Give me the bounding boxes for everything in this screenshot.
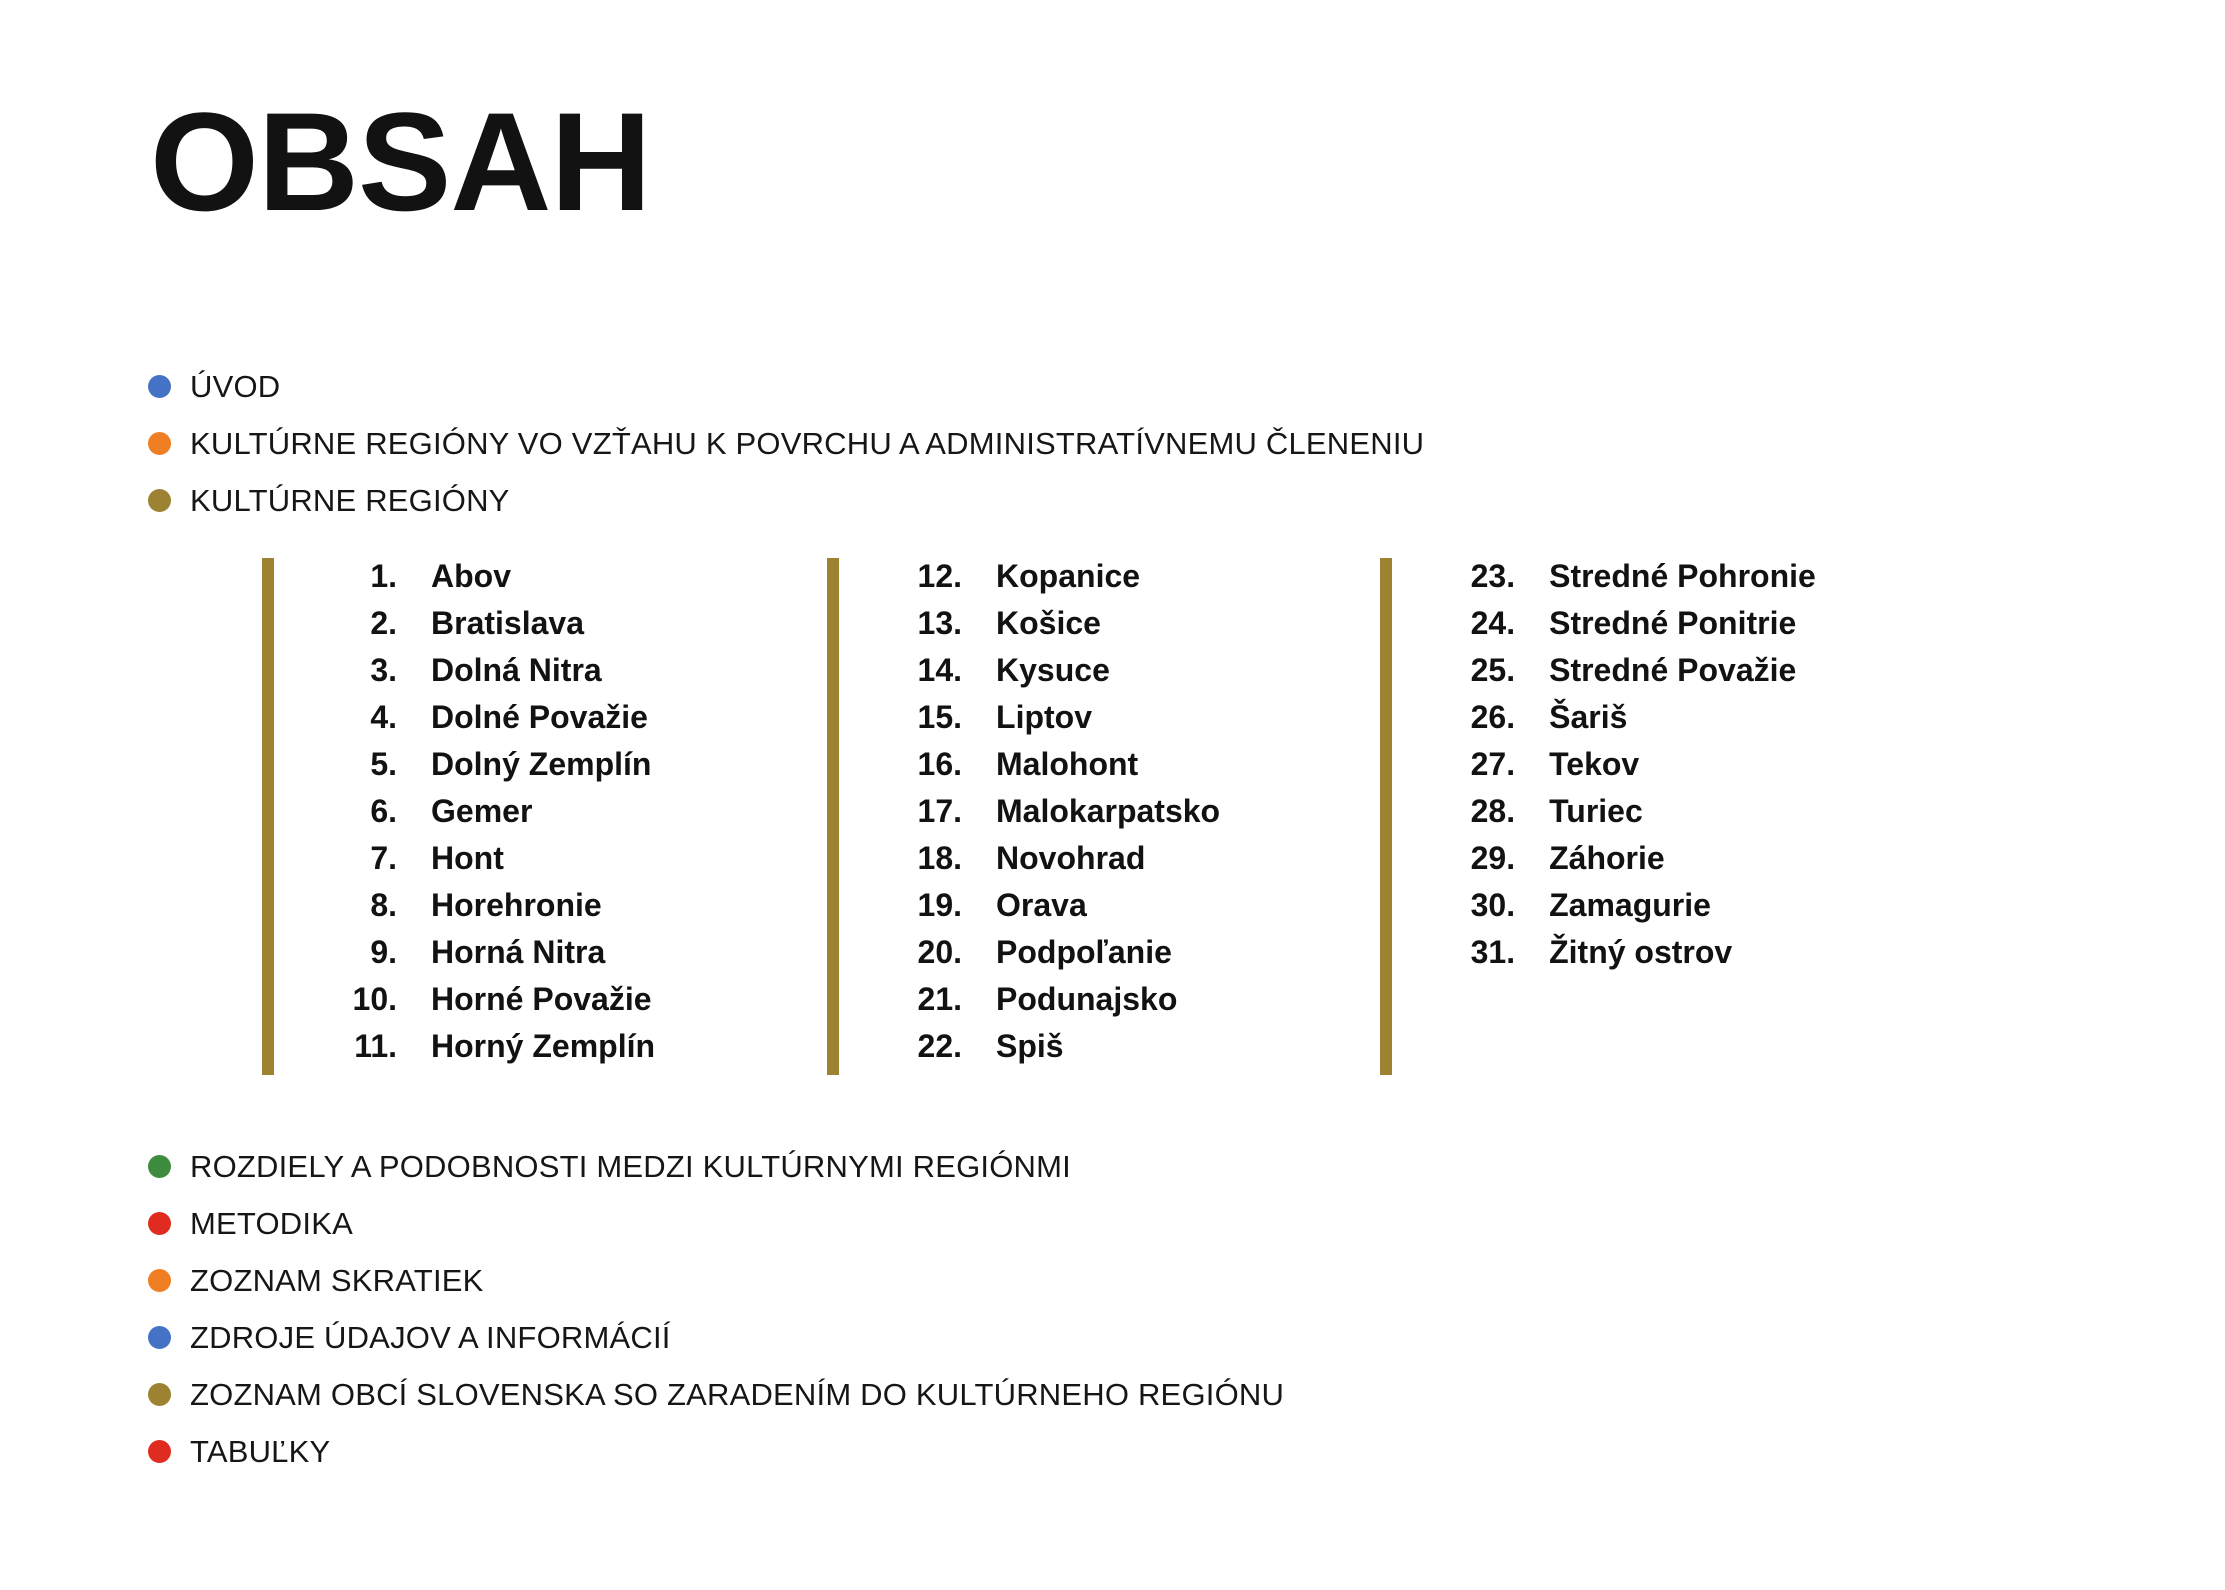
region-name: Horné Považie	[431, 981, 652, 1017]
region-number: 2.	[370, 605, 397, 641]
region-list-item[interactable]	[309, 793, 655, 840]
region-name: Horná Nitra	[431, 934, 606, 970]
region-name: Dolná Nitra	[431, 652, 602, 688]
region-number: 10.	[352, 981, 397, 1017]
region-list	[874, 558, 1220, 1075]
region-list-item[interactable]	[874, 981, 1220, 1028]
region-number: 8.	[370, 887, 397, 923]
region-name: Tekov	[1549, 746, 1640, 782]
region-name: Gemer	[431, 793, 533, 829]
region-number: 23.	[1470, 558, 1516, 594]
region-number: 13.	[917, 605, 963, 641]
regions-column	[1380, 558, 1816, 1075]
region-list	[309, 558, 655, 1075]
region-list-item[interactable]	[1427, 652, 1816, 699]
region-number: 28.	[1470, 793, 1516, 829]
region-name: Hont	[431, 840, 504, 876]
region-list-item[interactable]	[1427, 793, 1816, 840]
region-name: Spiš	[996, 1028, 1064, 1064]
toc-entry-label: KULTÚRNE REGIÓNY VO VZŤAHU K POVRCHU A ADMINISTRATÍVNEMU ČLENENIU	[190, 425, 1425, 461]
region-name: Šariš	[1549, 699, 1628, 735]
regions-columns	[262, 558, 1816, 1075]
toc-entry[interactable]	[148, 1423, 1748, 1480]
region-name: Liptov	[996, 699, 1092, 735]
region-number: 22.	[917, 1028, 963, 1064]
bullet-dot-icon	[148, 1155, 171, 1178]
region-name: Bratislava	[431, 605, 584, 641]
toc-entry-label: ZDROJE ÚDAJOV A INFORMÁCIÍ	[190, 1319, 671, 1355]
region-list-item[interactable]	[309, 605, 655, 652]
toc-entry[interactable]	[148, 1366, 1748, 1423]
region-list-item[interactable]	[309, 1028, 655, 1075]
bullet-dot-icon	[148, 1440, 171, 1463]
region-number: 9.	[370, 934, 397, 970]
region-number: 14.	[917, 652, 963, 688]
bottom-section-list	[148, 1138, 1748, 1480]
region-name: Stredné Považie	[1549, 652, 1797, 688]
region-list-item[interactable]	[874, 746, 1220, 793]
region-name: Dolné Považie	[431, 699, 648, 735]
toc-entry-label: TABUĽKY	[190, 1433, 331, 1469]
region-number: 16.	[917, 746, 963, 782]
region-number: 24.	[1470, 605, 1516, 641]
region-number: 1.	[370, 558, 397, 594]
region-name: Novohrad	[996, 840, 1146, 876]
region-list-item[interactable]	[874, 887, 1220, 934]
bullet-dot-icon	[148, 1212, 171, 1235]
region-name: Malohont	[996, 746, 1139, 782]
region-number: 18.	[917, 840, 963, 876]
bullet-dot-icon	[148, 1326, 171, 1349]
region-name: Stredné Ponitrie	[1549, 605, 1797, 641]
column-rule	[262, 558, 274, 1075]
toc-entry[interactable]	[148, 1138, 1748, 1195]
region-number: 29.	[1470, 840, 1516, 876]
region-list-item[interactable]	[1427, 934, 1816, 981]
region-list-item[interactable]	[1427, 840, 1816, 887]
region-list-item[interactable]	[874, 1028, 1220, 1075]
bullet-dot-icon	[148, 1269, 171, 1292]
regions-column	[262, 558, 655, 1075]
region-list-item[interactable]	[309, 887, 655, 934]
region-number: 25.	[1470, 652, 1516, 688]
toc-entry-label: ÚVOD	[190, 368, 281, 404]
toc-entry-label: KULTÚRNE REGIÓNY	[190, 482, 510, 518]
region-name: Kysuce	[996, 652, 1110, 688]
region-name: Podunajsko	[996, 981, 1178, 1017]
region-list-item[interactable]	[874, 558, 1220, 605]
region-number: 7.	[370, 840, 397, 876]
top-section-list	[148, 358, 1748, 529]
toc-entry-label: ZOZNAM OBCÍ SLOVENSKA SO ZARADENÍM DO KULTÚRNEHO REGIÓNU	[190, 1376, 1285, 1412]
region-name: Horehronie	[431, 887, 602, 923]
column-rule	[1380, 558, 1392, 1075]
region-name: Orava	[996, 887, 1087, 923]
region-number: 15.	[917, 699, 963, 735]
region-list-item[interactable]	[309, 558, 655, 605]
region-number: 27.	[1470, 746, 1516, 782]
column-rule	[827, 558, 839, 1075]
region-list-item[interactable]	[309, 746, 655, 793]
region-name: Podpoľanie	[996, 934, 1172, 970]
region-list-item[interactable]	[309, 699, 655, 746]
region-number: 31.	[1470, 934, 1516, 970]
region-number: 5.	[370, 746, 397, 782]
region-list-item[interactable]	[1427, 746, 1816, 793]
column-spacer	[655, 558, 827, 1075]
region-number: 20.	[917, 934, 963, 970]
toc-entry-label: METODIKA	[190, 1205, 353, 1241]
region-list-item[interactable]	[309, 840, 655, 887]
region-list-item[interactable]	[874, 934, 1220, 981]
region-number: 19.	[917, 887, 963, 923]
region-list-item[interactable]	[309, 652, 655, 699]
region-list-item[interactable]	[1427, 887, 1816, 934]
region-list-item[interactable]	[1427, 558, 1816, 605]
region-name: Kopanice	[996, 558, 1141, 594]
region-name: Záhorie	[1549, 840, 1665, 876]
region-number: 17.	[917, 793, 963, 829]
toc-entry-label: ZOZNAM SKRATIEK	[190, 1262, 484, 1298]
region-number: 6.	[370, 793, 397, 829]
region-name: Horný Zemplín	[431, 1028, 656, 1064]
region-list-item[interactable]	[1427, 605, 1816, 652]
region-list-item[interactable]	[309, 934, 655, 981]
region-list	[1427, 558, 1816, 1075]
column-spacer	[1220, 558, 1380, 1075]
toc-entry[interactable]	[148, 1309, 1748, 1366]
region-name: Zamagurie	[1549, 887, 1711, 923]
region-number: 21.	[917, 981, 963, 1017]
toc-entry[interactable]	[148, 358, 1748, 415]
region-list-item[interactable]	[874, 793, 1220, 840]
region-number: 11.	[354, 1028, 397, 1064]
region-list-item[interactable]	[874, 840, 1220, 887]
page-title: OBSAH	[150, 83, 651, 240]
region-number: 30.	[1470, 887, 1516, 923]
region-list-item[interactable]	[309, 981, 655, 1028]
region-list-item[interactable]	[874, 605, 1220, 652]
region-name: Turiec	[1549, 793, 1643, 829]
region-name: Stredné Pohronie	[1549, 558, 1816, 594]
region-name: Košice	[996, 605, 1101, 641]
region-name: Abov	[431, 558, 511, 594]
region-name: Malokarpatsko	[996, 793, 1221, 829]
region-name: Žitný ostrov	[1549, 934, 1733, 970]
bullet-dot-icon	[148, 489, 171, 512]
regions-column	[827, 558, 1220, 1075]
region-list-item[interactable]	[1427, 699, 1816, 746]
toc-entry[interactable]	[148, 415, 1748, 472]
region-number: 26.	[1470, 699, 1516, 735]
region-list-item[interactable]	[874, 652, 1220, 699]
toc-entry[interactable]	[148, 1252, 1748, 1309]
toc-entry[interactable]	[148, 1195, 1748, 1252]
bullet-dot-icon	[148, 375, 171, 398]
region-number: 12.	[917, 558, 963, 594]
region-number: 3.	[370, 652, 397, 688]
region-list-item[interactable]	[874, 699, 1220, 746]
region-number: 4.	[370, 699, 397, 735]
toc-entry-label: ROZDIELY A PODOBNOSTI MEDZI KULTÚRNYMI REGIÓNMI	[190, 1148, 1071, 1184]
bullet-dot-icon	[148, 432, 171, 455]
region-name: Dolný Zemplín	[431, 746, 652, 782]
bullet-dot-icon	[148, 1383, 171, 1406]
toc-entry[interactable]	[148, 472, 1748, 529]
